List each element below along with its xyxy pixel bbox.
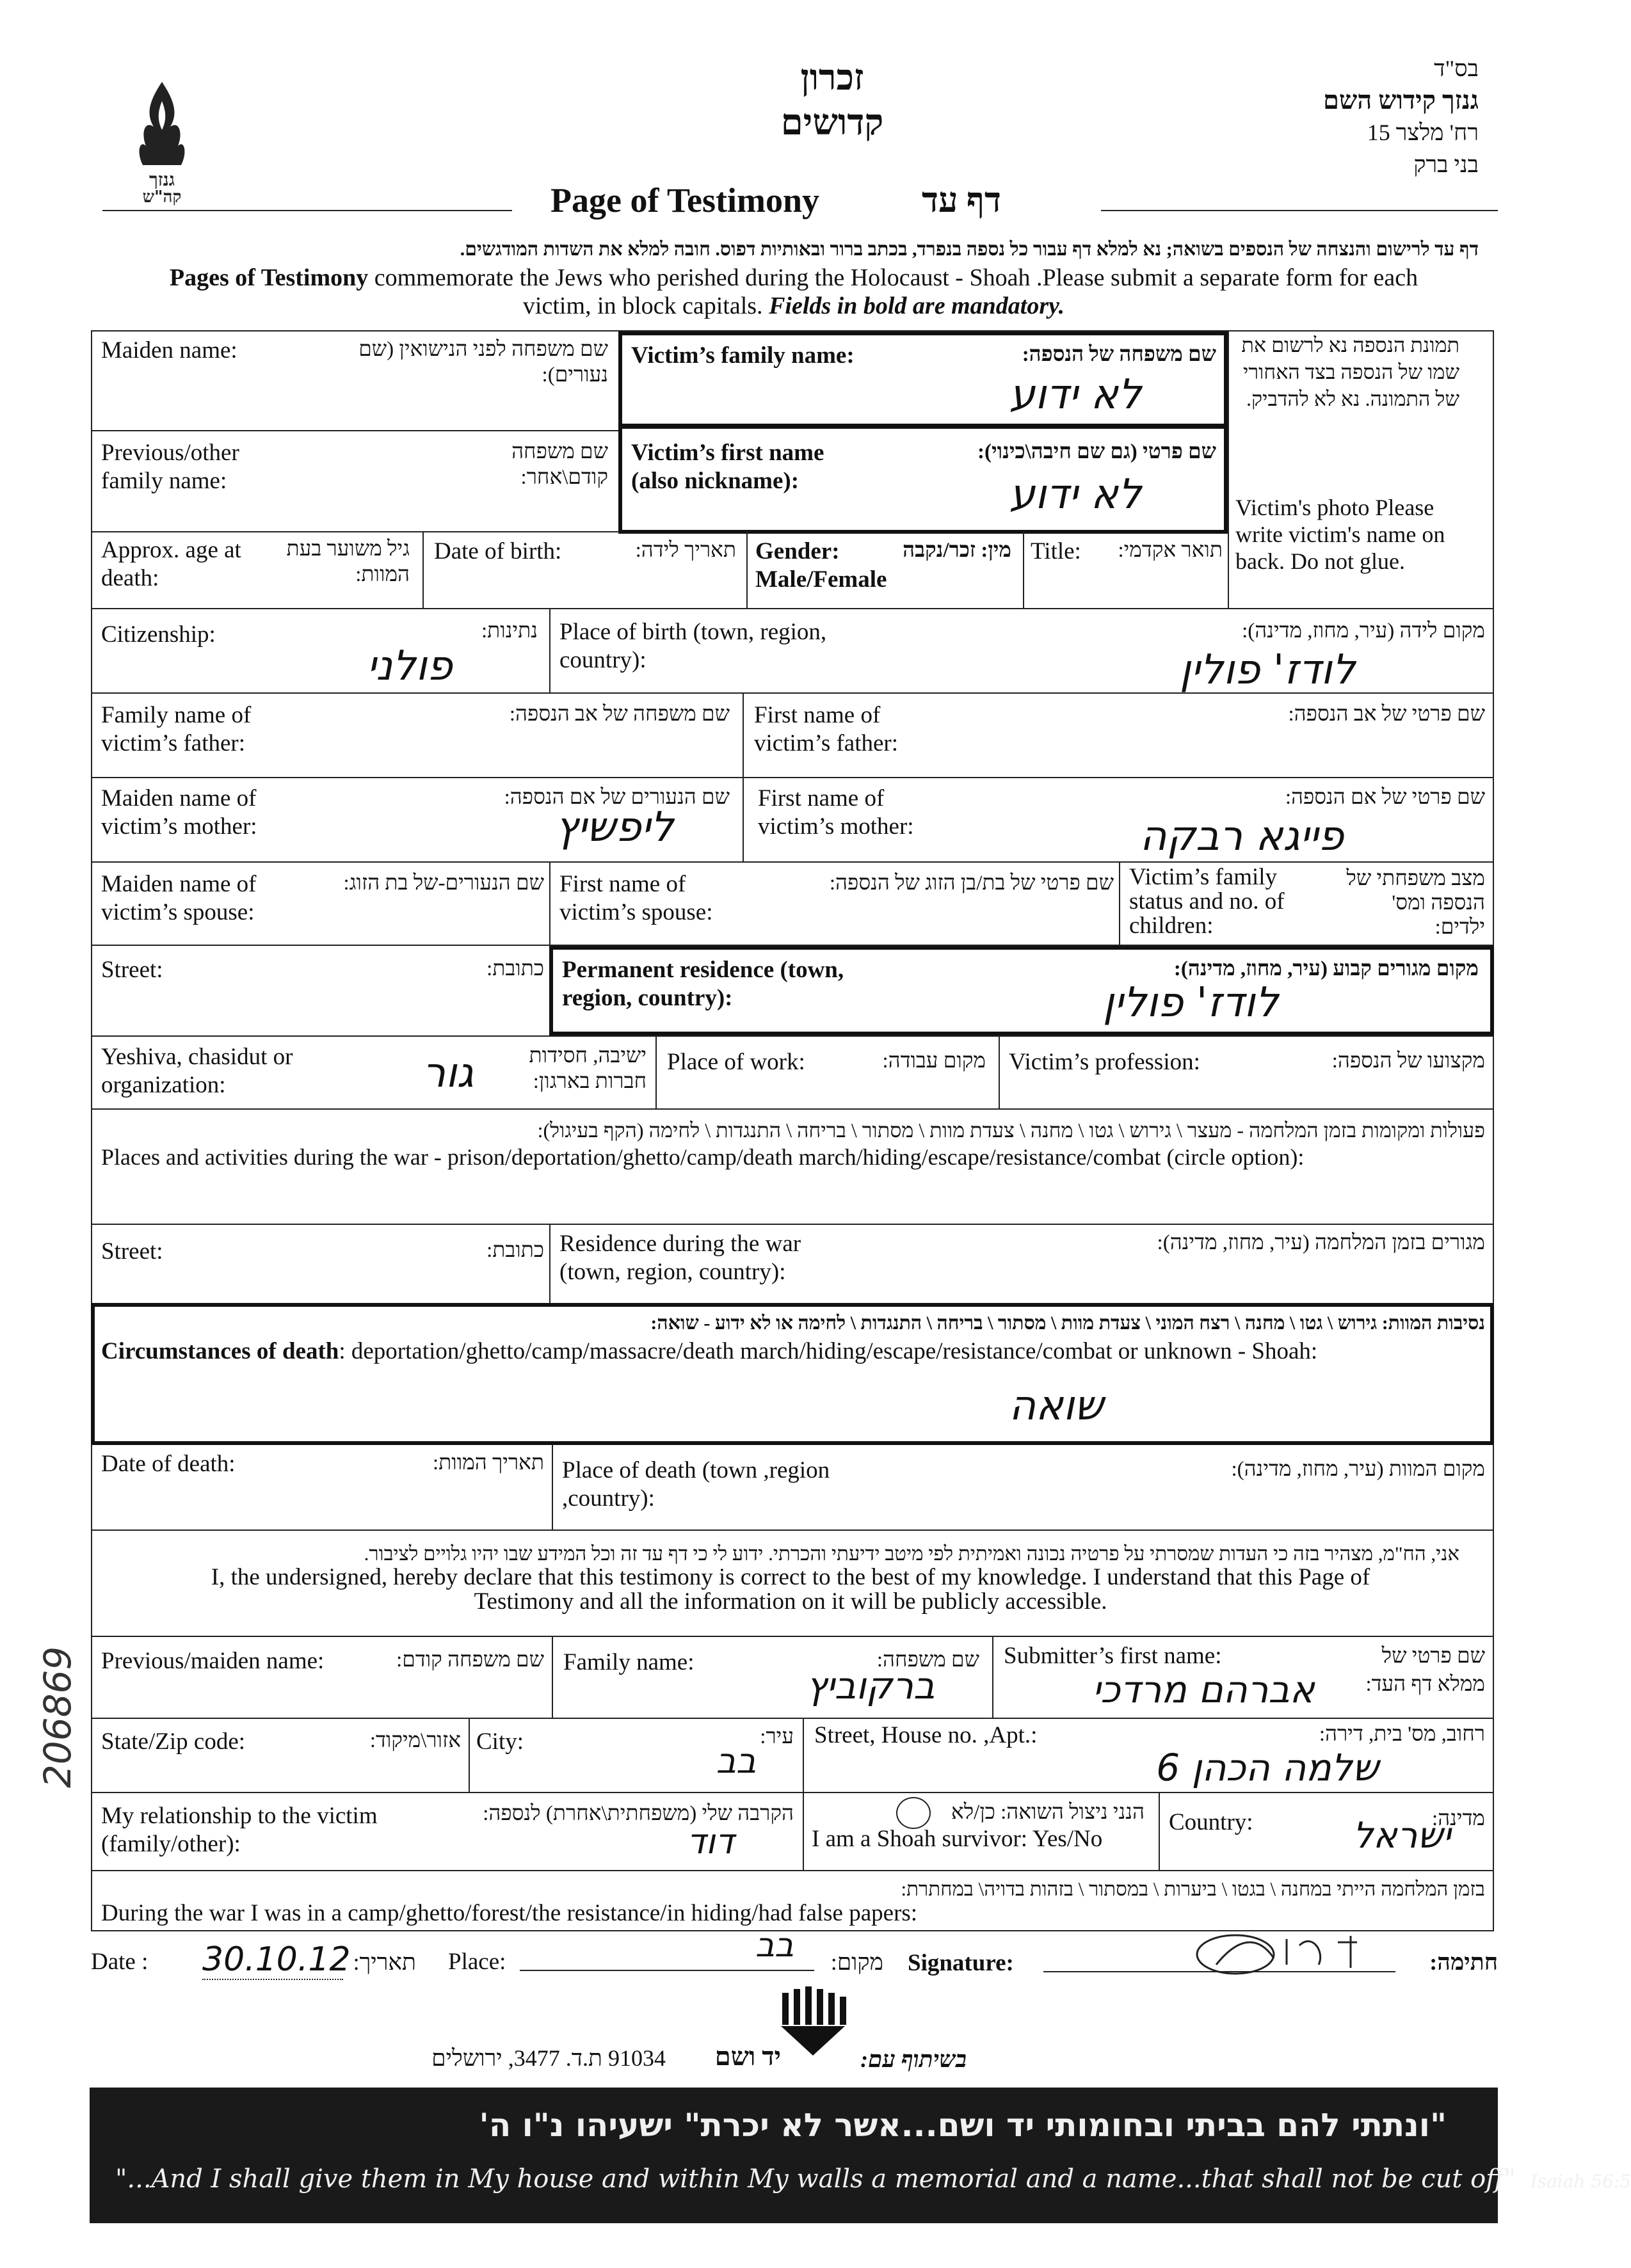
photo-instructions-he: תמונת הנספה נא לרשום את שמו של הנספה בצד האחורי של התמונה. נא לא להדביק. — [1241, 333, 1459, 410]
col-line — [803, 1718, 804, 1870]
col-line — [1119, 861, 1120, 945]
row-line — [91, 1636, 1494, 1637]
submitter-family-name-value[interactable]: ברקוביץ — [806, 1664, 935, 1707]
col-line — [422, 531, 424, 608]
banner-quote-en — [115, 2164, 1631, 2194]
victim-first-name-label-he: שם פרטי (גם שם חיבה\כינוי): — [977, 440, 1216, 463]
mother-maiden-name-label-he: שם הנעורים של אם הנספה: — [504, 786, 730, 809]
victim-first-name-value[interactable]: לא ידוע — [1009, 471, 1142, 518]
submitter-previous-name-label: Previous/maiden name: — [101, 1648, 325, 1674]
banner-citation: Isaiah 56:5 — [1530, 2171, 1631, 2192]
victim-first-name-label: Victim’s first name (also nickname): — [631, 440, 824, 494]
date-of-death-label: Date of death: — [101, 1451, 236, 1477]
org-name: גנזך קידוש השם — [1323, 86, 1479, 115]
country-value[interactable]: ישראל — [1353, 1815, 1451, 1857]
submitter-family-name-label: Family name: — [563, 1649, 695, 1675]
mother-first-name-label-he: שם פרטי של אם הנספה: — [1285, 786, 1485, 809]
residence-war-label: Residence during the war (town, region, country): — [559, 1231, 801, 1285]
col-line — [992, 1636, 993, 1718]
place-value-line[interactable] — [520, 1970, 814, 1971]
place-of-death-label-he: מקום המוות (עיר, מחוז, מדינה): — [1231, 1458, 1485, 1481]
during-war-he: בזמן המלחמה הייתי במחנה \ בגטו \ ביערות \ במסתור \ בזהות בדויה\ במחתרת: — [901, 1878, 1485, 1900]
signature-label: Signature: — [908, 1950, 1014, 1976]
col-line — [1023, 531, 1024, 608]
victim-family-name-label: Victim’s family name: — [631, 342, 855, 369]
row-line — [91, 531, 620, 532]
col-line — [1159, 1792, 1160, 1870]
place-label-he: מקום: — [830, 1949, 883, 1975]
submitter-first-name-value[interactable]: אברהם מרדכי — [1092, 1668, 1315, 1711]
bsd-mark: בס"ד — [1434, 56, 1479, 81]
date-label-he: תאריך: — [353, 1949, 416, 1975]
relationship-value[interactable]: דוד — [687, 1821, 734, 1862]
title-kedoshim: קדושים — [780, 103, 884, 143]
place-of-birth-label: Place of birth (town, region, country): — [559, 619, 827, 673]
family-status-label: Victim’s family status and no. of children: — [1129, 864, 1285, 939]
banner-quote-he: "ונתתי להם בביתי ובחומותי יד ושם...אשר לא יכרת" ישעיהו נ"ו ה' — [479, 2107, 1447, 2144]
banner-english-text: "...And I shall give them in My house and within My walls a memorial and a name...that shall not be cut off" — [115, 2164, 1516, 2194]
svg-text:קה"ש: קה"ש — [142, 188, 182, 207]
header-rule-right — [1101, 210, 1498, 211]
organization-logo — [114, 76, 210, 207]
top-right-address — [1248, 52, 1479, 180]
age-label-he: גיל משוער בעת המוות: — [286, 538, 410, 586]
country-label-he: מדינה: — [1432, 1807, 1485, 1830]
submitter-street-value[interactable]: שלמה הכהן 6 — [1156, 1746, 1379, 1789]
date-value[interactable]: 30.10.12 — [202, 1940, 351, 1979]
col-line — [743, 692, 744, 861]
place-value: בב — [755, 1926, 794, 1965]
citizenship-value[interactable]: פולני — [367, 643, 453, 690]
yeshiva-value[interactable]: גור — [422, 1050, 474, 1097]
yeshiva-label: Yeshiva, chasidut or organization: — [101, 1044, 293, 1098]
intro-text-2: victim, in block capitals. — [522, 292, 769, 319]
title-zikaron: זכרון — [800, 58, 864, 98]
spouse-maiden-name-label: Maiden name of victim’s spouse: — [101, 871, 257, 925]
submitter-first-name-label: Submitter’s first name: — [1004, 1643, 1222, 1669]
father-family-name-label-he: שם משפחה של אב הנספה: — [509, 703, 730, 726]
row-line — [91, 1792, 1494, 1793]
row-line — [91, 1718, 1494, 1719]
state-zip-label-he: אזור\מיקוד: — [369, 1729, 461, 1752]
previous-name-label-he: שם משפחה קודם\אחר: — [511, 440, 608, 489]
permanent-residence-label-he: מקום מגורים קבוע (עיר, מחוז, מדינה): — [1173, 957, 1479, 980]
place-of-work-label-he: מקום עבודה: — [882, 1050, 986, 1073]
city-label: City: — [476, 1729, 524, 1755]
row-line — [91, 1529, 1494, 1531]
mother-first-name-label: First name of victim’s mother: — [758, 785, 914, 840]
submitter-family-name-label-he: שם משפחה: — [876, 1649, 979, 1672]
col-line — [552, 1445, 553, 1529]
mother-maiden-name-label: Maiden name of victim’s mother: — [101, 785, 257, 840]
relationship-label: My relationship to the victim (family/other): — [101, 1803, 378, 1857]
age-label: Approx. age at death: — [101, 537, 241, 591]
row-line — [91, 608, 1494, 609]
previous-name-label: Previous/other family name: — [101, 440, 239, 494]
col-line — [999, 1035, 1000, 1108]
permanent-residence-value[interactable]: לודז' פולין — [1102, 979, 1279, 1026]
gender-label-he: מין: זכר/נקבה — [903, 539, 1011, 562]
city-value[interactable]: בב — [716, 1741, 757, 1781]
row-line — [91, 861, 1494, 863]
street-war-label: Street: — [101, 1238, 163, 1265]
row-line — [91, 777, 1494, 778]
survivor-no-circle[interactable] — [896, 1797, 931, 1829]
page-of-testimony-title-he: דף עד — [922, 181, 1001, 220]
date-label: Date : — [91, 1949, 149, 1975]
col-line — [549, 608, 550, 692]
intro-hebrew: דף עד לרישום והנצחה של הנספים בשואה; נא למלא דף עבור כל נספה בנפרד, בכתב ברור ובאותיות דפוס. חובה למלא את השדות המודגשים. — [460, 239, 1479, 260]
place-of-birth-value[interactable]: לודז' פולין — [1179, 646, 1356, 694]
dob-label-he: תאריך לידה: — [635, 539, 736, 562]
quote-banner — [90, 2088, 1631, 2223]
family-status-label-he: מצב משפחתי של הנספה ומס' ילדים: — [1346, 867, 1485, 939]
col-line — [549, 1224, 550, 1304]
row-line — [91, 1108, 1494, 1110]
yeshiva-label-he: ישיבה, חסידות חברות בארגון: — [529, 1044, 647, 1093]
mother-maiden-name-value[interactable]: ליפשיץ — [555, 804, 674, 851]
col-line — [655, 1035, 657, 1108]
father-first-name-label-he: שם פרטי של אב הנספה: — [1288, 703, 1485, 726]
signature-label-he: חתימה: — [1429, 1949, 1498, 1975]
row-line — [91, 1224, 1494, 1225]
col-line — [549, 861, 550, 945]
intro-text: commemorate the Jews who perished during the Holocaust - Shoah .Please submit a separate form for each — [368, 264, 1418, 291]
intro-bold: Pages of Testimony — [169, 264, 369, 291]
gender-label: Gender: Male/Female — [755, 538, 887, 593]
place-label: Place: — [448, 1949, 506, 1975]
circumstances-options: : deportation/ghetto/camp/massacre/death march/hiding/escape/resistance/combat or unknown - Shoah: — [339, 1338, 1318, 1364]
mother-first-name-value[interactable]: פייגא רבקה — [1139, 813, 1344, 860]
street-label: Street: — [101, 957, 163, 983]
date-of-death-label-he: תאריך המוות: — [433, 1451, 544, 1474]
victim-family-name-value[interactable]: לא ידוע — [1009, 371, 1142, 419]
org-street: רח' מלצר 15 — [1367, 120, 1479, 145]
svg-text:גנזך: גנזך — [149, 169, 175, 190]
circumstances-label-he: נסיבות המוות: גירוש \ גטו \ מחנה \ רצח המוני \ צעדת מוות \ מסתור \ בריחה \ התנגדות \ לחימה או לא ידוע - שואה: — [650, 1313, 1485, 1334]
relationship-label-he: הקרבה שלי (משפחתית\אחרת) לנספה: — [483, 1802, 794, 1825]
place-of-birth-label-he: מקום לידה (עיר, מחוז, מדינה): — [1242, 619, 1485, 643]
survivor-label — [812, 1800, 1151, 1853]
permanent-residence-label: Permanent residence (town, region, country): — [562, 957, 844, 1011]
row-line — [91, 430, 620, 431]
maiden-name-label: Maiden name: — [101, 337, 237, 363]
spouse-first-name-label-he: שם פרטי של בת/בן הזוג של הנספה: — [829, 872, 1114, 895]
maiden-name-label-he: שם משפחה לפני הנישואין (שם נעורים): — [358, 338, 608, 387]
places-activities-en: Places and activities during the war - prison/deportation/ghetto/camp/death march/hiding/escape/resistance/combat (circle option): — [101, 1144, 1305, 1170]
cooperation-label: בשיתוף עם: — [860, 2047, 967, 2072]
photo-instructions-en: Victim's photo Please write victim's name on back. Do not glue. — [1235, 495, 1445, 574]
places-activities-he: פעולות ומקומות בזמן המלחמה - מעצר \ גירוש \ גטו \ מחנה \ צעדת מוות \ מסתור \ בריחה \ התנגדות \ לחימה (הקף בעיגול): — [537, 1119, 1485, 1142]
city-label-he: עיר: — [760, 1725, 794, 1748]
intro-mandatory-note: Fields in bold are mandatory. — [769, 292, 1065, 319]
declaration-en-1: I, the undersigned, hereby declare that this testimony is correct to the best of my knowledge. I understand that this Page of — [211, 1564, 1370, 1590]
col-line — [552, 1636, 553, 1718]
yad-vashem-name: יד ושם — [714, 2042, 781, 2071]
survivor-label-he: הנני ניצול השואה: כן/לא — [951, 1801, 1145, 1824]
submitter-street-label: Street, House no. ,Apt.: — [814, 1722, 1038, 1748]
during-war-en: During the war I was in a camp/ghetto/forest/the resistance/in hiding/had false papers: — [101, 1900, 918, 1926]
document-number: 206869 — [36, 1646, 79, 1788]
father-family-name-label: Family name of victim’s father: — [101, 702, 252, 756]
intro-english-1 — [96, 264, 1491, 292]
street-label-he: כתובת: — [486, 957, 544, 980]
country-label: Country: — [1169, 1809, 1253, 1835]
spouse-first-name-label: First name of victim’s spouse: — [559, 871, 713, 925]
father-first-name-label: First name of victim’s father: — [754, 702, 899, 756]
street-war-label-he: כתובת: — [486, 1239, 544, 1262]
org-city: בני ברק — [1413, 152, 1479, 177]
title-label-he: תואר אקדמי: — [1118, 539, 1223, 562]
intro-english-2 — [96, 292, 1491, 320]
col-line — [469, 1718, 470, 1792]
row-line — [91, 1870, 1494, 1871]
col-line — [746, 531, 748, 608]
profession-label: Victim’s profession: — [1009, 1049, 1200, 1075]
survivor-label-en: I am a Shoah survivor: Yes/No — [812, 1826, 1103, 1852]
submitter-street-label-he: רחוב, מס' בית, דירה: — [1319, 1723, 1485, 1746]
title-label: Title: — [1031, 538, 1081, 564]
circumstances-value[interactable]: שואה — [1009, 1382, 1104, 1430]
submitter-previous-name-label-he: שם משפחה קודם: — [396, 1649, 544, 1672]
page-of-testimony-title: Page of Testimony — [550, 181, 820, 220]
circumstances-label-en — [101, 1338, 1490, 1366]
declaration-en-2: Testimony and all the information on it will be publicly accessible. — [474, 1588, 1107, 1615]
yad-vashem-address: 91034 ת.ד. 3477, ירושלים — [431, 2045, 666, 2071]
citizenship-label-he: נתינות: — [481, 619, 538, 643]
submitter-first-name-label-he: שם פרטי של ממלא דף העד: — [1365, 1645, 1485, 1696]
circumstances-bold: Circumstances of death — [101, 1338, 339, 1364]
row-line — [91, 1035, 1494, 1037]
place-of-work-label: Place of work: — [667, 1049, 805, 1075]
spouse-maiden-name-label-he: שם הנעורים-של בת הזוג: — [343, 872, 544, 895]
declaration-he: אני, הח"מ, מצהיר בזה כי העדות שמסרתי על פרטיה נכונה ואמיתית לפי מיטב ידיעתי והכרתי. ידוע לי כי דף עד זה וכל המידע שבו יהיו גלויים לציבור. — [364, 1542, 1459, 1565]
state-zip-label: State/Zip code: — [101, 1729, 246, 1755]
profession-label-he: מקצועו של הנספה: — [1331, 1050, 1485, 1073]
citizenship-label: Citizenship: — [101, 621, 216, 648]
header-rule-left — [102, 210, 512, 211]
victim-family-name-label-he: שם משפחה של הנספה: — [1022, 343, 1216, 366]
residence-war-label-he: מגורים בזמן המלחמה (עיר, מחוז, מדינה): — [1157, 1231, 1485, 1254]
dob-label: Date of birth: — [434, 538, 562, 564]
yad-vashem-logo — [775, 1986, 851, 2057]
place-of-death-label: Place of death (town ,region ,country): — [562, 1457, 830, 1512]
photo-divider — [1228, 330, 1229, 608]
